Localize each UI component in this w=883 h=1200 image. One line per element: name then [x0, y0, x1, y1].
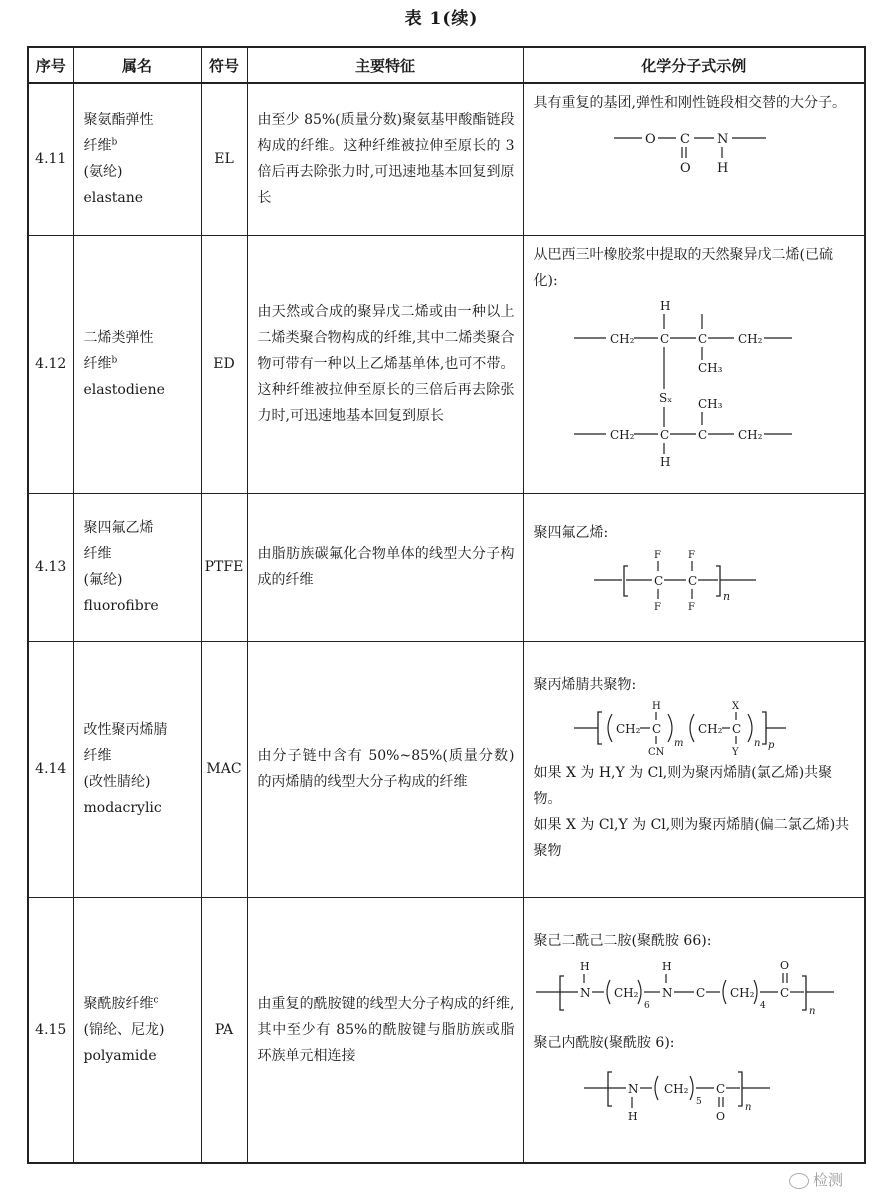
atom-c: C	[731, 721, 741, 736]
formula-description: 具有重复的基团,弹性和刚性链段相交替的大分子。	[533, 95, 846, 111]
name-line: elastane	[83, 190, 144, 207]
atom-c: C	[697, 331, 707, 346]
index-6: 6	[643, 1000, 650, 1011]
name-line: 二烯类弹性	[83, 330, 154, 346]
row-formula	[523, 493, 865, 641]
name-line: 聚四氟乙烯	[83, 520, 154, 536]
atom-f: F	[687, 550, 695, 561]
name-line: 聚氨酯弹性	[83, 112, 154, 129]
header-seq: 序号	[28, 47, 73, 83]
atom-h: H	[579, 959, 590, 973]
pa66-formula	[534, 954, 854, 1030]
index-m: m	[673, 737, 683, 749]
header-formula: 化学分子式示例	[523, 47, 865, 83]
formula-description: 聚四氟乙烯:	[533, 525, 609, 541]
atom-ch3: CH₃	[697, 396, 722, 411]
atom-sx: Sₓ	[658, 390, 672, 405]
table-caption: 表 1(续)	[404, 9, 479, 29]
atom-h: H	[661, 959, 672, 973]
fiber-table	[27, 46, 866, 1164]
formula-note: 如果 X 为 H,Y 为 Cl,则为聚丙烯腈(氯乙烯)共聚物。	[533, 764, 833, 807]
row-symbol: PA	[201, 897, 247, 1163]
chat-bubble-icon	[789, 1173, 809, 1189]
index-4: 4	[759, 1000, 766, 1011]
index-p: p	[767, 739, 774, 751]
atom-h: H	[627, 1109, 638, 1123]
atom-h: H	[716, 161, 728, 176]
group-ch2: CH₂	[615, 721, 640, 736]
atom-c: C	[779, 985, 789, 1000]
atom-o: O	[715, 1109, 725, 1123]
index-n: n	[808, 1005, 815, 1017]
header-symbol: 符号	[201, 47, 247, 83]
index-n: n	[722, 590, 730, 603]
formula-description: 聚己内酰胺(聚酰胺 6):	[533, 1034, 675, 1051]
group-cn: CN	[647, 746, 664, 758]
atom-n: N	[716, 132, 728, 147]
group-ch2: CH₂	[729, 985, 754, 1000]
atom-h: H	[651, 700, 661, 712]
atom-c: C	[687, 574, 697, 588]
atom-n: N	[627, 1081, 638, 1096]
row-formula	[523, 897, 865, 1163]
atom-o: O	[779, 958, 789, 972]
footnote-mark: b	[111, 137, 118, 148]
atom-ch2: CH₂	[609, 427, 634, 442]
group-ch2: CH₂	[697, 721, 722, 736]
index-5: 5	[695, 1096, 702, 1107]
atom-f: F	[653, 550, 661, 561]
row-formula	[523, 83, 865, 235]
name-line: 纤维	[83, 546, 112, 562]
name-line: fluorofibre	[83, 598, 159, 614]
row-feature: 由脂肪族碳氟化合物单体的线型大分子构成的纤维	[247, 493, 523, 641]
row-formula	[523, 235, 865, 493]
atom-c: C	[659, 427, 669, 442]
name-line: 改性聚丙烯腈	[83, 722, 168, 738]
row-symbol: ED	[201, 235, 247, 493]
row-name	[73, 235, 201, 493]
pa6-formula	[534, 1056, 854, 1126]
atom-f: F	[653, 602, 661, 613]
formula-description: 聚己二酰己二胺(聚酰胺 66):	[533, 932, 712, 949]
atom-ch2: CH₂	[609, 331, 634, 346]
atom-o: O	[644, 132, 656, 147]
row-name	[73, 493, 201, 641]
atom-c: C	[651, 721, 661, 736]
name-line: 聚酰胺纤维	[83, 995, 154, 1012]
header-feature: 主要特征	[247, 47, 523, 83]
row-id: 4.12	[28, 235, 73, 493]
footnote-mark: c	[153, 995, 159, 1006]
index-n: n	[744, 1101, 751, 1113]
group-ch2: CH₂	[663, 1081, 688, 1096]
table-row	[28, 641, 865, 897]
atom-c: C	[659, 331, 669, 346]
header-name: 属名	[73, 47, 201, 83]
name-line: (锦纶、尼龙)	[83, 1021, 165, 1038]
name-line: 纤维	[83, 748, 112, 764]
row-feature: 由至少 85%(质量分数)聚氨基甲酸酯链段构成的纤维。这种纤维被拉伸至原长的 3 倍后再去除张力时,可迅速地基本回复到原长	[247, 83, 523, 235]
atom-n: N	[661, 985, 672, 1000]
name-line: (改性腈纶)	[83, 774, 151, 790]
row-symbol: MAC	[201, 641, 247, 897]
table-header-row	[28, 47, 865, 83]
table-row	[28, 235, 865, 493]
table-row	[28, 83, 865, 235]
row-id: 4.15	[28, 897, 73, 1163]
atom-c: C	[653, 574, 663, 588]
atom-n: N	[579, 985, 590, 1000]
atom-o-double: O	[679, 161, 691, 176]
atom-c: C	[679, 132, 690, 147]
row-name	[73, 83, 201, 235]
name-line: modacrylic	[83, 800, 162, 816]
ptfe-formula	[534, 546, 854, 616]
atom-c: C	[697, 427, 707, 442]
row-feature: 由重复的酰胺键的线型大分子构成的纤维,其中至少有 85%的酰胺键与脂肪族或脂环族单元相连接	[247, 897, 523, 1163]
row-symbol: PTFE	[201, 493, 247, 641]
footnote-mark: b	[111, 355, 118, 366]
name-line: (氨纶)	[83, 164, 123, 181]
row-id: 4.11	[28, 83, 73, 235]
atom-ch3: CH₃	[697, 360, 722, 375]
atom-c: C	[715, 1081, 725, 1096]
atom-h: H	[659, 454, 670, 469]
name-line: 纤维	[83, 138, 112, 155]
atom-ch2: CH₂	[737, 427, 762, 442]
formula-note: 如果 X 为 Cl,Y 为 Cl,则为聚丙烯腈(偏二氯乙烯)共聚物	[533, 816, 850, 859]
row-id: 4.13	[28, 493, 73, 641]
atom-c: C	[695, 985, 705, 1000]
modacrylic-formula	[534, 698, 854, 760]
row-symbol: EL	[201, 83, 247, 235]
group-ch2: CH₂	[613, 985, 638, 1000]
row-formula	[523, 641, 865, 897]
row-name	[73, 641, 201, 897]
name-line: 纤维	[83, 356, 112, 372]
formula-description: 聚丙烯腈共聚物:	[533, 676, 637, 693]
table-row	[28, 493, 865, 641]
row-id: 4.14	[28, 641, 73, 897]
name-line: (氟纶)	[83, 572, 123, 588]
formula-description: 从巴西三叶橡胶浆中提取的天然聚异戊二烯(已硫化):	[533, 246, 833, 289]
watermark-text: 检测	[812, 1171, 843, 1189]
urethane-formula	[534, 116, 854, 180]
name-line: elastodiene	[83, 382, 165, 398]
index-n: n	[753, 737, 760, 749]
table-row	[28, 897, 865, 1163]
atom-f: F	[687, 602, 695, 613]
row-name	[73, 897, 201, 1163]
polyisoprene-formula	[534, 294, 854, 469]
name-line: polyamide	[83, 1047, 157, 1064]
row-feature: 由分子链中含有 50%~85%(质量分数)的丙烯腈的线型大分子构成的纤维	[247, 641, 523, 897]
atom-y: Y	[731, 746, 739, 758]
row-feature: 由天然或合成的聚异戊二烯或由一种以上二烯类聚合物构成的纤维,其中二烯类聚合物可带有一种以上乙烯基单体,也可不带。这种纤维被拉伸至原长的三倍后再去除张力时,可迅速地基本回复到原长	[247, 235, 523, 493]
watermark	[789, 1169, 843, 1190]
atom-x: X	[731, 700, 739, 712]
atom-ch2: CH₂	[737, 331, 762, 346]
atom-h: H	[659, 298, 670, 313]
